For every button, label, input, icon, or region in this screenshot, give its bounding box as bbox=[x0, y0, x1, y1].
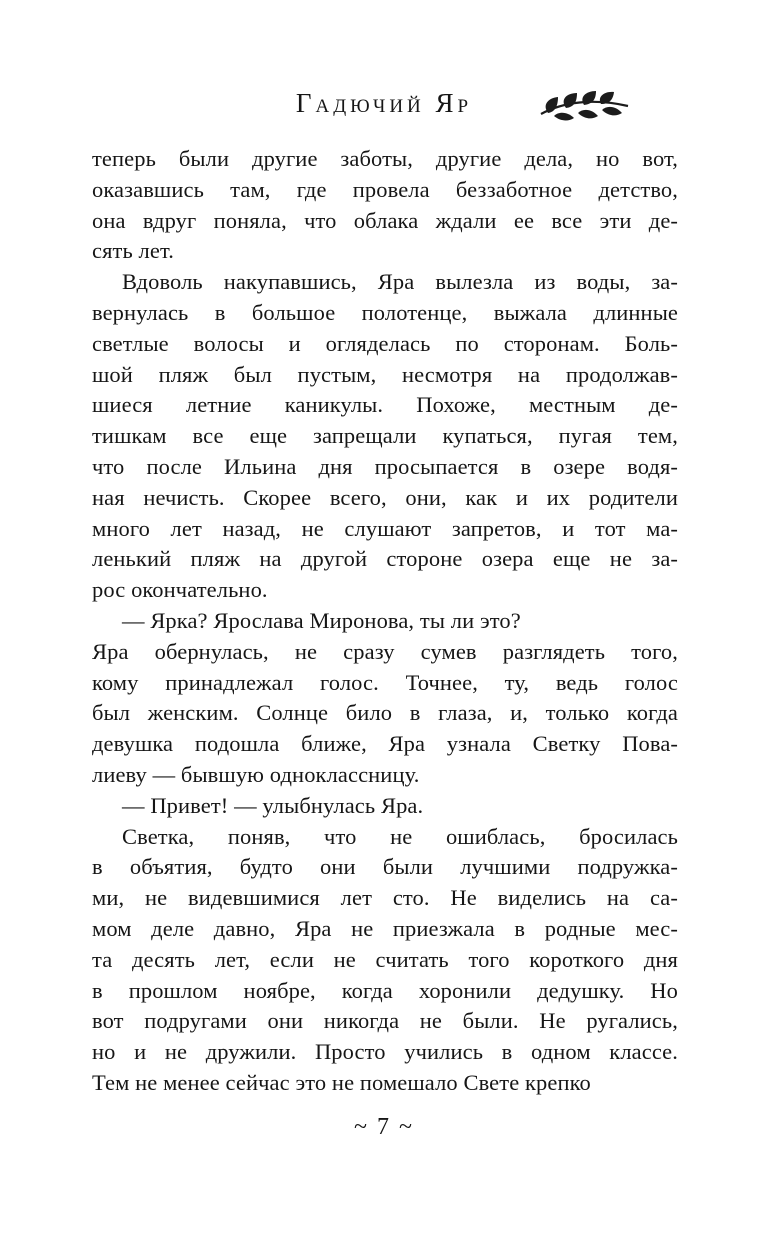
text-line: — Привет! — улыбнулась Яра. bbox=[122, 792, 424, 818]
text-line: кому принадлежал голос. Точнее, ту, ведь голос bbox=[92, 669, 678, 695]
text-line: но и не дружили. Просто учились в одном классе. bbox=[92, 1039, 678, 1065]
text-block bbox=[92, 144, 678, 1099]
page-number: ~ 7 ~ bbox=[354, 1114, 414, 1140]
text-line: теперь были другие заботы, другие дела, но вот, bbox=[92, 146, 678, 171]
text-line: тишкам все еще запрещали купаться, пугая тем, bbox=[92, 423, 678, 449]
text-line: оказавшись там, где провела беззаботное детство, bbox=[92, 176, 678, 202]
text-line: Светка, поняв, что не ошиблась, бросилась bbox=[122, 823, 678, 849]
text-line: девушка подошла ближе, Яра узнала Светку Пова- bbox=[92, 731, 678, 757]
page-footer bbox=[0, 1114, 768, 1141]
text-line: ми, не видевшимися лет сто. Не виделись на са- bbox=[92, 885, 678, 911]
text-line: вернулась в большое полотенце, выжала длинные bbox=[92, 299, 678, 325]
text-line: ная нечисть. Скорее всего, они, как и их родители bbox=[92, 484, 678, 510]
text-line: Тем не менее сейчас это не помешало Свете крепко bbox=[92, 1069, 591, 1095]
text-line: шой пляж был пустым, несмотря на продолжав- bbox=[92, 361, 678, 387]
text-line: рос окончательно. bbox=[92, 577, 268, 603]
text-line: она вдруг поняла, что облака ждали ее все эти де- bbox=[92, 207, 678, 233]
text-line: — Ярка? Ярослава Миронова, ты ли это? bbox=[122, 607, 521, 633]
leaf-sprig-ornament-icon bbox=[538, 90, 630, 124]
text-line: светлые волосы и огляделась по сторонам. Боль- bbox=[92, 330, 678, 356]
text-line: в объятия, будто они были лучшими подружка- bbox=[92, 854, 678, 880]
text-line: ленький пляж на другой стороне озера еще не за- bbox=[92, 546, 678, 572]
text-line: вот подругами они никогда не были. Не ругались, bbox=[92, 1008, 678, 1034]
text-line: много лет назад, не слушают запретов, и тот ма- bbox=[92, 515, 678, 541]
text-line: та десять лет, если не считать того короткого дня bbox=[92, 946, 678, 972]
text-line: лиеву — бывшую одноклассницу. bbox=[92, 761, 420, 787]
text-line: шиеся летние каникулы. Похоже, местным де- bbox=[92, 392, 678, 418]
text-line: мом деле давно, Яра не приезжала в родные мес- bbox=[92, 915, 678, 941]
chapter-title: Гадючий Яр bbox=[295, 88, 473, 118]
text-line: сять лет. bbox=[92, 238, 174, 264]
text-line: Яра обернулась, не сразу сумев разглядеть того, bbox=[92, 638, 678, 664]
running-header bbox=[0, 88, 768, 119]
text-line: был женским. Солнце било в глаза, и, только когда bbox=[92, 700, 678, 726]
text-line: Вдоволь накупавшись, Яра вылезла из воды, за- bbox=[122, 269, 678, 295]
text-line: что после Ильина дня просыпается в озере водя- bbox=[92, 453, 678, 479]
text-line: в прошлом ноябре, когда хоронили дедушку. Но bbox=[92, 977, 678, 1003]
